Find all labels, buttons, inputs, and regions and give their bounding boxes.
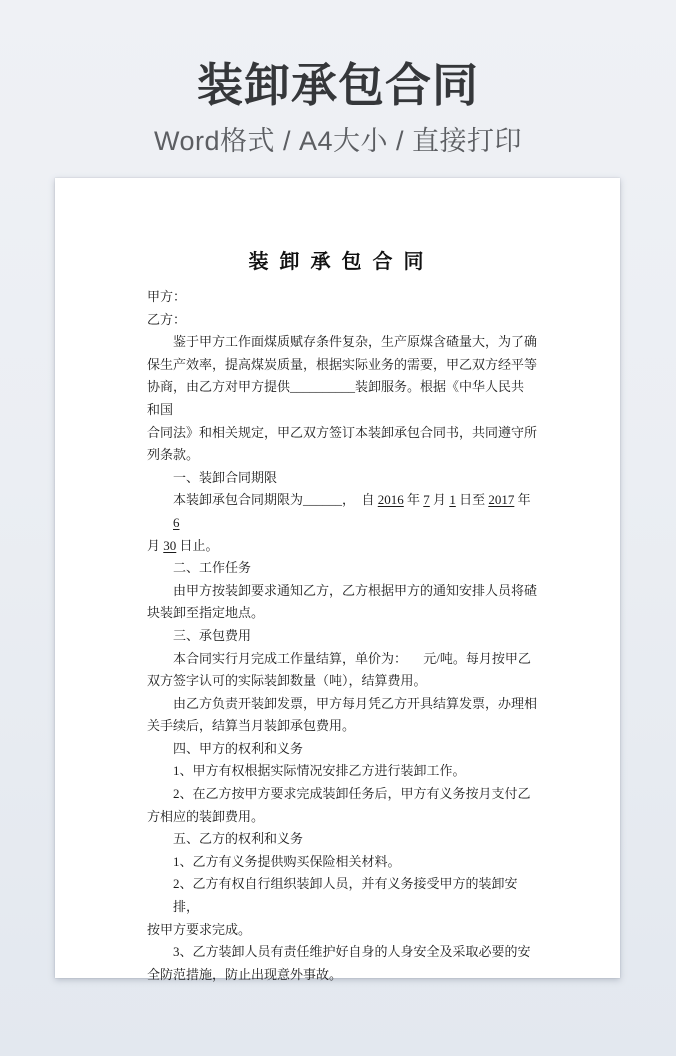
underlined-value: 7 xyxy=(423,492,430,508)
doc-text-segment: 协商，由乙方对甲方提供 xyxy=(147,379,291,395)
doc-line xyxy=(147,964,537,987)
doc-line xyxy=(147,648,537,671)
doc-line xyxy=(147,376,537,421)
doc-text-segment: ， 自 xyxy=(342,492,378,508)
doc-text-segment: 月 xyxy=(147,537,164,553)
doc-text-segment: 双方签字认可的实际装卸数量（吨），结算费用。 xyxy=(147,673,427,689)
hero-header xyxy=(0,0,676,158)
doc-text-segment: 本装卸承包合同期限为 xyxy=(173,492,304,508)
underlined-value: 2016 xyxy=(377,492,404,508)
doc-text-segment: 方相应的装卸费用。 xyxy=(147,808,265,824)
doc-text-segment: 三、承包费用 xyxy=(173,627,252,643)
doc-text-segment: __________ xyxy=(290,379,356,395)
doc-text-segment: 年 xyxy=(403,492,424,508)
doc-text-segment: 由甲方按装卸要求通知乙方，乙方根据甲方的通知安排人员将碴 xyxy=(173,582,538,598)
doc-body xyxy=(55,286,537,986)
a4-document-page xyxy=(55,178,620,982)
underlined-value: 30 xyxy=(163,537,177,553)
doc-text-segment: 合同法》和相关规定，甲乙双方签订本装卸承包合同书，共同遵守所 xyxy=(147,424,538,440)
doc-text-segment: 关手续后，结算当月装卸承包费用。 xyxy=(147,718,356,734)
doc-text-segment: 1、甲方有权根据实际情况安排乙方进行装卸工作。 xyxy=(173,763,466,779)
doc-text-segment: 五、乙方的权利和义务 xyxy=(173,831,304,847)
doc-line xyxy=(147,941,537,964)
doc-line xyxy=(147,783,537,806)
doc-text-segment: 本合同实行月完成工作量结算，单价为： 元/吨。每月按甲乙 xyxy=(173,650,531,666)
doc-text-segment: 列条款。 xyxy=(147,447,200,463)
doc-line xyxy=(147,580,537,603)
doc-text-segment: 鉴于甲方工作面煤质赋存条件复杂，生产原煤含碴量大，为了确 xyxy=(173,334,538,350)
doc-line xyxy=(147,286,537,309)
doc-line xyxy=(147,467,537,490)
doc-line xyxy=(147,625,537,648)
underlined-value: 2017 xyxy=(488,492,515,508)
doc-line xyxy=(147,489,537,534)
doc-text-segment: 1、乙方有义务提供购买保险相关材料。 xyxy=(173,853,401,869)
doc-title: 装 卸 承 包 合 同 xyxy=(248,251,427,273)
doc-text-segment: 装卸服务。根据《中华人民共和国 xyxy=(147,379,525,417)
doc-text-segment: 由乙方负责开装卸发票，甲方每月凭乙方开具结算发票，办理相 xyxy=(173,695,538,711)
doc-line xyxy=(147,557,537,580)
doc-line xyxy=(147,331,537,354)
doc-line xyxy=(147,738,537,761)
doc-line xyxy=(147,760,537,783)
underlined-value: 1 xyxy=(449,492,456,508)
doc-text-segment: 2、在乙方按甲方要求完成装卸任务后，甲方有义务按月支付乙 xyxy=(173,786,531,802)
doc-line xyxy=(147,851,537,874)
doc-text-segment: 按甲方要求完成。 xyxy=(147,921,252,937)
doc-text-segment: 3、乙方装卸人员有责任维护好自身的人身安全及采取必要的安 xyxy=(173,944,531,960)
doc-text-segment: 日至 xyxy=(455,492,489,508)
doc-text-segment: 乙方： xyxy=(147,311,187,327)
doc-text-segment: 二、工作任务 xyxy=(173,560,252,576)
doc-line xyxy=(147,806,537,829)
doc-text-segment: 月 xyxy=(429,492,450,508)
doc-line xyxy=(147,919,537,942)
doc-text-segment: 甲方： xyxy=(147,289,187,304)
doc-line xyxy=(147,602,537,625)
doc-text-segment: 日止。 xyxy=(176,537,219,553)
doc-text-segment: 年 xyxy=(514,492,534,508)
doc-text-segment: ______ xyxy=(303,492,343,508)
doc-line xyxy=(147,715,537,738)
doc-line xyxy=(147,535,537,558)
doc-line xyxy=(147,309,537,332)
doc-line xyxy=(147,828,537,851)
doc-text-segment: 保生产效率，提高煤炭质量，根据实际业务的需要，甲乙双方经平等 xyxy=(147,356,538,372)
hero-subtitle: Word格式 / A4大小 / 直接打印 xyxy=(153,126,523,157)
doc-line xyxy=(147,444,537,467)
doc-text-segment: 一、装卸合同期限 xyxy=(173,469,278,485)
doc-line xyxy=(147,670,537,693)
doc-text-segment: 四、甲方的权利和义务 xyxy=(173,740,304,756)
underlined-value: 6 xyxy=(173,514,180,530)
doc-line xyxy=(147,422,537,445)
doc-text-segment: 2、乙方有权自行组织装卸人员，并有义务接受甲方的装卸安排， xyxy=(173,876,518,915)
doc-text-segment: 全防范措施，防止出现意外事故。 xyxy=(147,966,343,982)
doc-line xyxy=(147,873,537,918)
hero-title: 装卸承包合同 xyxy=(197,59,479,111)
doc-line xyxy=(147,693,537,716)
doc-text-segment: 块装卸至指定地点。 xyxy=(147,605,265,621)
doc-line xyxy=(147,354,537,377)
